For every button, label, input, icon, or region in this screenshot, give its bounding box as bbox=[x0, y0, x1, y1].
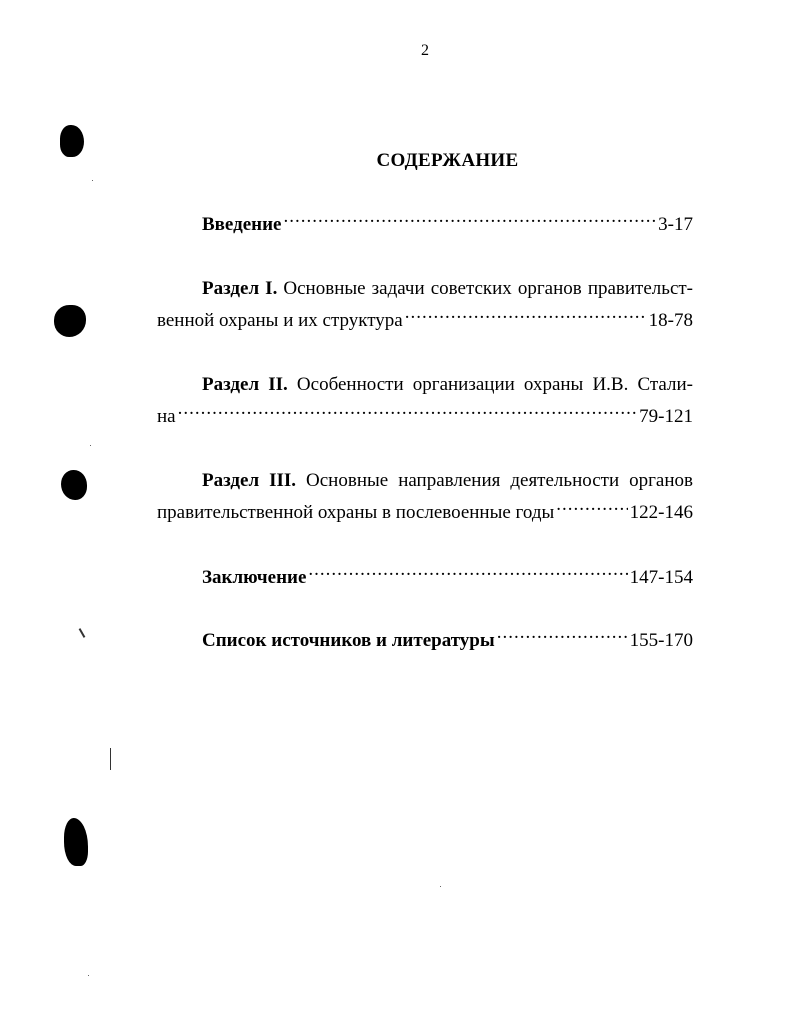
toc-entry-section-1 bbox=[157, 273, 693, 337]
dot-leader bbox=[178, 403, 638, 422]
scan-speck bbox=[90, 445, 91, 446]
toc-label: Раздел I. bbox=[202, 278, 278, 299]
toc-entry-sources bbox=[157, 625, 693, 657]
toc-pages: 155-170 bbox=[629, 630, 693, 651]
dot-leader bbox=[556, 499, 627, 518]
toc-label: Введение bbox=[202, 214, 282, 235]
toc-pages: 3-17 bbox=[658, 214, 693, 235]
toc-label: Заключение bbox=[202, 567, 307, 588]
toc-entry-conclusion bbox=[157, 562, 693, 594]
toc-pages: 122-146 bbox=[629, 502, 693, 523]
toc-text: Основные направления деятельности органов bbox=[306, 470, 693, 491]
scan-speck bbox=[79, 628, 86, 638]
dot-leader bbox=[284, 211, 657, 230]
page-number: 2 bbox=[421, 42, 429, 59]
scan-hole-4 bbox=[64, 818, 88, 866]
toc-label: Раздел II. bbox=[202, 374, 288, 395]
toc-label: Раздел III. bbox=[202, 470, 297, 491]
dot-leader bbox=[405, 307, 647, 326]
toc-entry-section-3 bbox=[157, 465, 693, 529]
toc-pages: 18-78 bbox=[648, 310, 693, 331]
toc-label: Список источников и литературы bbox=[202, 630, 495, 651]
toc-text: Основные задачи советских органов правительст- bbox=[283, 278, 694, 299]
page-title: СОДЕРЖАНИЕ bbox=[376, 150, 519, 171]
dot-leader bbox=[497, 627, 628, 646]
scan-speck bbox=[88, 975, 89, 976]
toc-pages: 147-154 bbox=[629, 567, 693, 588]
toc-text: венной охраны и их структура bbox=[157, 310, 403, 331]
toc-text: правительственной охраны в послевоенные годы bbox=[157, 502, 555, 523]
toc-entry-intro bbox=[157, 209, 693, 241]
scan-speck bbox=[92, 180, 93, 181]
toc-pages: 79-121 bbox=[639, 406, 693, 427]
scan-hole-3 bbox=[61, 470, 87, 500]
scan-hole-2 bbox=[54, 305, 86, 337]
toc-text: Особенности организации охраны И.В. Стали- bbox=[296, 374, 694, 395]
toc-entry-section-2 bbox=[157, 369, 693, 433]
toc-text: на bbox=[157, 406, 176, 427]
scan-speck bbox=[110, 748, 111, 770]
dot-leader bbox=[308, 564, 627, 583]
scan-speck bbox=[440, 886, 441, 887]
